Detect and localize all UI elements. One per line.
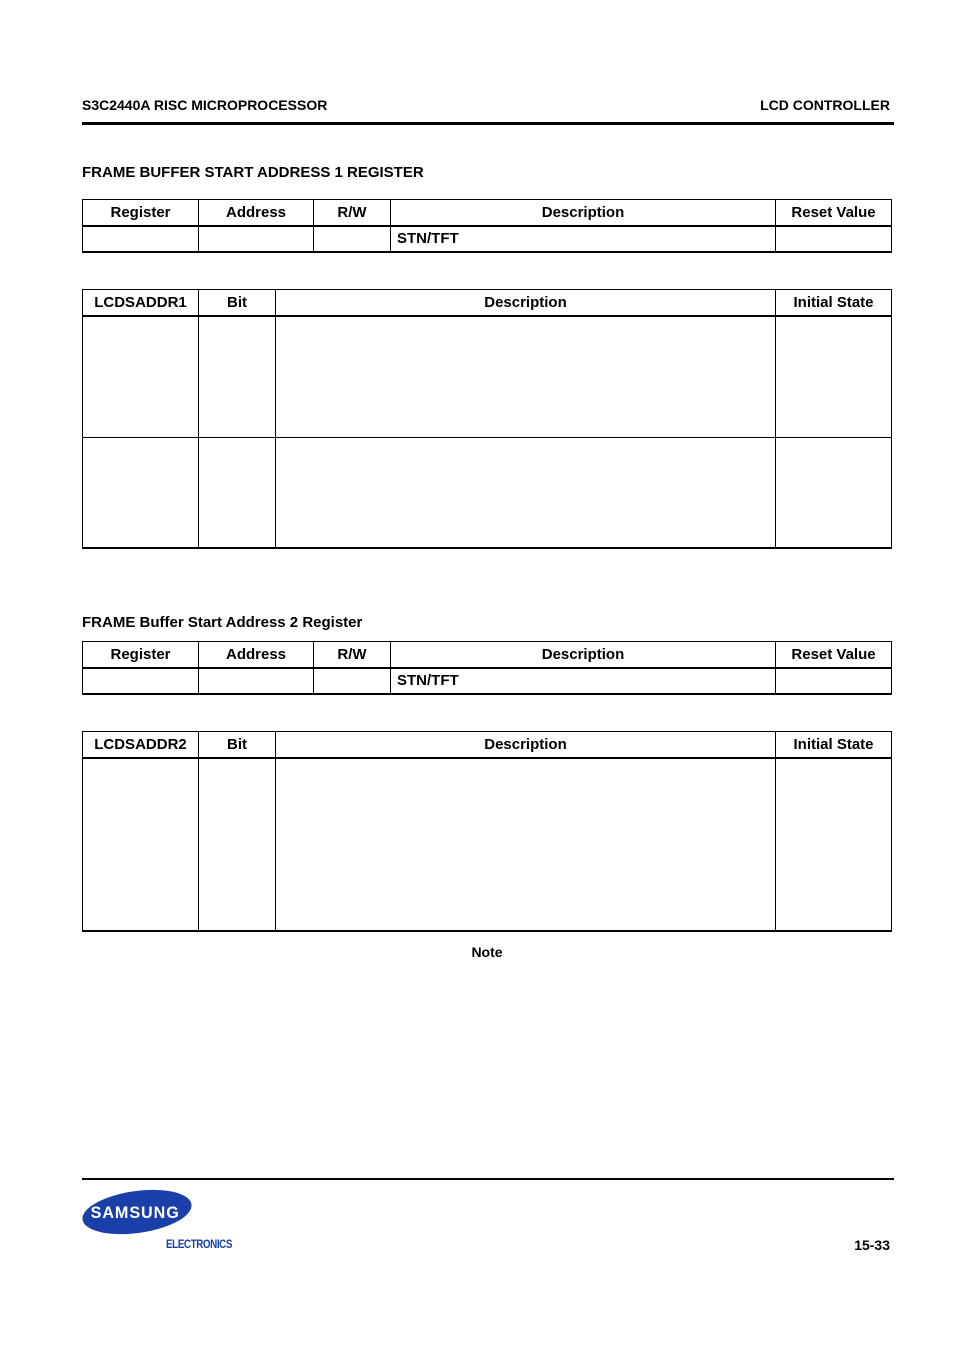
section2-bit-table (82, 731, 892, 932)
cell-empty (776, 316, 892, 438)
col-register-name: LCDSADDR1 (83, 290, 199, 316)
logo-wordmark: SAMSUNG (90, 1202, 180, 1223)
col-rw: R/W (314, 200, 391, 226)
page-number: 15-33 (854, 1237, 890, 1253)
table-header-row (83, 732, 892, 758)
section1-title: FRAME BUFFER START ADDRESS 1 REGISTER (82, 164, 424, 181)
cell-reset-value (776, 226, 892, 252)
cell-description: STN/TFT (391, 668, 776, 694)
footer-rule (82, 1178, 894, 1180)
cell-empty (199, 316, 276, 438)
cell-empty (83, 438, 199, 548)
cell-reset-value (776, 668, 892, 694)
cell-address (199, 668, 314, 694)
col-initial-state: Initial State (776, 290, 892, 316)
doc-header-right: LCD CONTROLLER (760, 97, 890, 113)
table-row (83, 668, 892, 694)
table-header-row (83, 290, 892, 316)
col-description: Description (391, 642, 776, 668)
col-register: Register (83, 642, 199, 668)
cell-rw (314, 668, 391, 694)
col-register-name: LCDSADDR2 (83, 732, 199, 758)
table-row (83, 758, 892, 931)
col-reset-value: Reset Value (776, 642, 892, 668)
cell-description: STN/TFT (391, 226, 776, 252)
col-description: Description (391, 200, 776, 226)
col-rw: R/W (314, 642, 391, 668)
section1-register-table (82, 199, 892, 253)
section2-register-table (82, 641, 892, 695)
cell-empty (276, 438, 776, 548)
cell-empty (776, 438, 892, 548)
col-reset-value: Reset Value (776, 200, 892, 226)
header-rule (82, 122, 894, 125)
table-header-row (83, 200, 892, 226)
col-bit: Bit (199, 290, 276, 316)
cell-empty (199, 438, 276, 548)
col-register: Register (83, 200, 199, 226)
section2-title: FRAME Buffer Start Address 2 Register (82, 614, 363, 631)
col-address: Address (199, 200, 314, 226)
logo-subtitle: ELECTRONICS (166, 1237, 233, 1251)
cell-empty (276, 316, 776, 438)
cell-address (199, 226, 314, 252)
col-description: Description (276, 290, 776, 316)
table-row (83, 438, 892, 548)
table-row (83, 226, 892, 252)
table-row (83, 316, 892, 438)
col-address: Address (199, 642, 314, 668)
cell-empty (83, 758, 199, 931)
cell-empty (83, 316, 199, 438)
cell-empty (276, 758, 776, 931)
table-header-row (83, 642, 892, 668)
doc-header-left: S3C2440A RISC MICROPROCESSOR (82, 97, 328, 113)
samsung-logo (82, 1188, 194, 1236)
cell-empty (776, 758, 892, 931)
col-bit: Bit (199, 732, 276, 758)
cell-empty (199, 758, 276, 931)
note-label: Note (471, 944, 503, 960)
cell-rw (314, 226, 391, 252)
col-description: Description (276, 732, 776, 758)
cell-register (83, 226, 199, 252)
section1-bit-table (82, 289, 892, 549)
cell-register (83, 668, 199, 694)
col-initial-state: Initial State (776, 732, 892, 758)
